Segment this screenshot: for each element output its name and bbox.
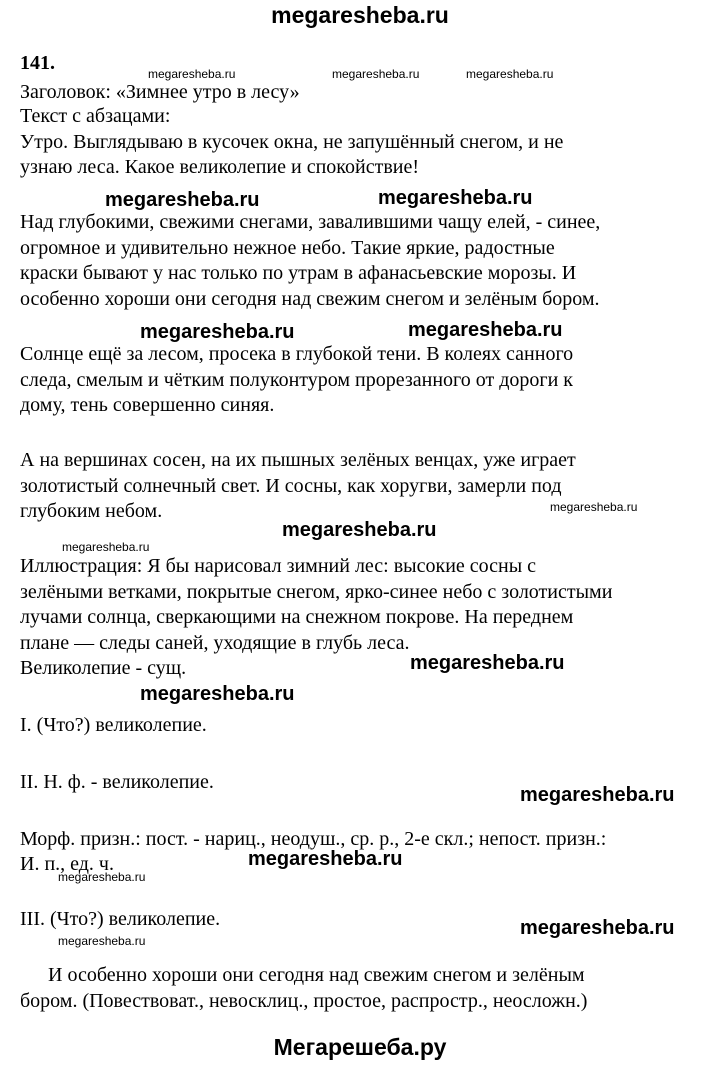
watermark: megaresheba.ru: [466, 67, 554, 81]
sentence-line: бором. (Повествоват., невосклиц., простое, распростр., неосложн.): [20, 990, 588, 1012]
paragraph-2-line: особенно хороши они сегодня над свежим снегом и зелёным бором.: [20, 288, 600, 310]
paragraph-4-line: глубоким небом.: [20, 500, 163, 522]
analysis-step-3: III. (Что?) великолепие.: [20, 908, 221, 930]
illustration-line: лучами солнца, сверкающими на снежном покрове. На переднем: [20, 606, 574, 628]
paragraph-2-line: Над глубокими, свежими снегами, завалившими чащу елей, - синее,: [20, 211, 601, 233]
paragraph-2-line: огромное и удивительно нежное небо. Такие яркие, радостные: [20, 237, 555, 259]
watermark: megaresheba.ru: [332, 67, 420, 81]
watermark: megaresheba.ru: [140, 321, 295, 343]
watermark: megaresheba.ru: [408, 319, 563, 341]
site-footer[interactable]: Мегарешеба.ру: [273, 1034, 447, 1060]
paragraph-4-line: А на вершинах сосен, на их пышных зелёных венцах, уже играет: [20, 449, 576, 471]
paragraph-3-line: следа, смелым и чётким полуконтуром прорезанного от дороги к: [20, 369, 574, 391]
paragraph-2-line: краски бывают у нас только по утрам в афанасьевские морозы. И: [20, 262, 577, 284]
analysis-step-2: II. Н. ф. - великолепие.: [20, 771, 214, 793]
illustration-line: зелёными ветками, покрытые снегом, ярко-синее небо с золотистыми: [20, 581, 613, 603]
watermark: megaresheba.ru: [410, 652, 565, 674]
sentence-line: И особенно хороши они сегодня над свежим снегом и зелёным: [48, 964, 585, 986]
morph-line: Морф. призн.: пост. - нариц., неодуш., ср. р., 2-е скл.; непост. призн.:: [20, 828, 607, 850]
text-label: Текст с абзацами:: [20, 105, 171, 127]
paragraph-3-line: дому, тень совершенно синяя.: [20, 394, 275, 416]
watermark: megaresheba.ru: [58, 934, 146, 948]
watermark: megaresheba.ru: [520, 917, 675, 939]
paragraph-1-line: узнаю леса. Какое великолепие и спокойствие!: [20, 156, 420, 178]
paragraph-4-line: золотистый солнечный свет. И сосны, как хоругви, замерли под: [20, 475, 562, 497]
task-number: 141.: [20, 52, 55, 74]
watermark: megaresheba.ru: [550, 500, 638, 514]
paragraph-3-line: Солнце ещё за лесом, просека в глубокой тени. В колеях санного: [20, 343, 574, 365]
watermark: megaresheba.ru: [148, 67, 236, 81]
title-line: Заголовок: «Зимнее утро в лесу»: [20, 81, 300, 103]
analysis-word: Великолепие - сущ.: [20, 657, 187, 679]
site-header[interactable]: megaresheba.ru: [271, 2, 449, 28]
illustration-line: Иллюстрация: Я бы нарисовал зимний лес: высокие сосны с: [20, 555, 537, 577]
morph-line: И. п., ед. ч.: [20, 853, 114, 875]
watermark: megaresheba.ru: [105, 189, 260, 211]
watermark: megaresheba.ru: [378, 187, 533, 209]
watermark: megaresheba.ru: [58, 870, 146, 884]
watermark: megaresheba.ru: [140, 683, 295, 705]
paragraph-1-line: Утро. Выглядываю в кусочек окна, не запушённый снегом, и не: [20, 131, 564, 153]
watermark: megaresheba.ru: [520, 784, 675, 806]
illustration-line: плане — следы саней, уходящие в глубь леса.: [20, 632, 410, 654]
watermark: megaresheba.ru: [282, 519, 437, 541]
watermark: megaresheba.ru: [62, 540, 150, 554]
analysis-step-1: I. (Что?) великолепие.: [20, 714, 207, 736]
watermark: megaresheba.ru: [248, 848, 403, 870]
